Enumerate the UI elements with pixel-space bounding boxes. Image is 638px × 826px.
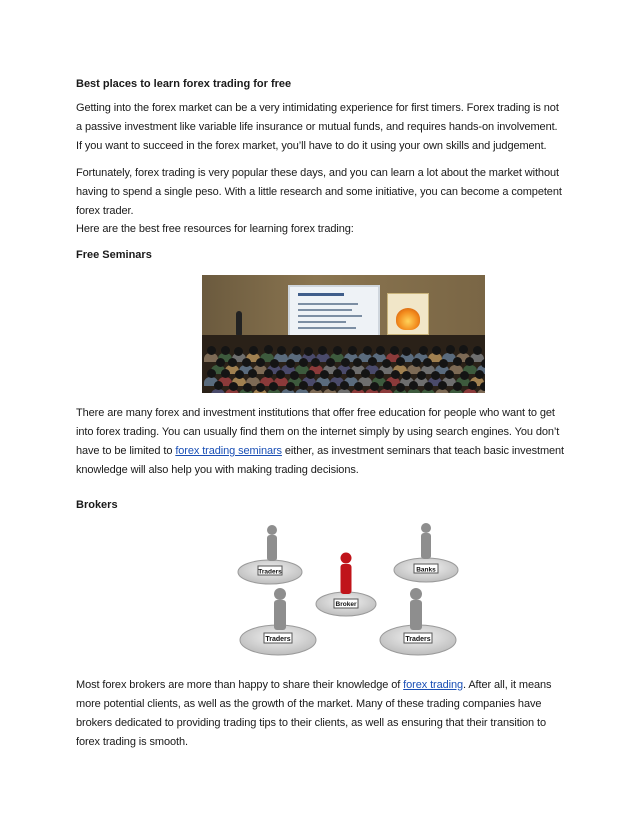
gear-center xyxy=(316,592,376,616)
audience-head xyxy=(326,358,335,367)
forex-trading-seminars-link[interactable]: forex trading seminars xyxy=(175,445,282,457)
label-center: Broker xyxy=(335,601,357,608)
audience-head xyxy=(277,346,286,355)
audience-head xyxy=(439,359,448,368)
audience-head xyxy=(234,347,243,356)
brokers-heading: Brokers xyxy=(76,499,118,511)
audience-head xyxy=(353,358,362,367)
audience-head xyxy=(361,369,370,378)
fire-poster xyxy=(387,293,429,335)
bank-figure-top-right xyxy=(421,523,431,559)
intro-paragraph-3: Here are the best free resources for learning forex trading: xyxy=(76,223,354,235)
audience-head xyxy=(390,346,399,355)
audience-head xyxy=(249,346,258,355)
article-title: Best places to learn forex trading for free xyxy=(76,78,292,90)
seminars-paragraph: There are many forex and investment institutions that offer free education for people who want to get into forex trading. You can usually find them on the internet simply by using search engines. You don’t have to be limited to forex trading seminars either, as investment seminars that teach basic investment knowledge will also help you with making trading decisions. xyxy=(76,407,565,476)
audience-head xyxy=(216,358,225,367)
trader-figure-bottom-left xyxy=(274,588,286,630)
speaker-figure xyxy=(236,311,242,337)
audience-head xyxy=(292,346,301,355)
trader-figure-top-left xyxy=(267,525,277,561)
audience-head xyxy=(412,358,421,367)
audience-head xyxy=(419,346,428,355)
audience-head xyxy=(391,370,400,379)
audience-head xyxy=(370,382,379,391)
audience-head xyxy=(269,382,278,391)
forex-trading-link[interactable]: forex trading xyxy=(403,679,464,691)
label-top-right: Banks xyxy=(416,566,436,574)
brokers-paragraph: Most forex brokers are more than happy to share their knowledge of forex trading. After all, it means more potential clients, as well as the growth of the market. Many of these trading companies have brokers dedicated to providing trading tips to their clients, as well as ensuring that their transition to forex trading is smooth. xyxy=(76,679,552,748)
audience-head xyxy=(424,382,433,391)
intro-paragraph-2: Fortunately, forex trading is very popular these days, and you can learn a lot about the market without having to spend a single peso. With a little research and some initiative, you can become a competent forex trader. xyxy=(76,167,562,217)
gear-top-right xyxy=(394,558,458,582)
brokers-diagram xyxy=(230,520,460,662)
gear-top-left xyxy=(238,560,302,584)
audience-head xyxy=(221,346,230,355)
audience-head xyxy=(313,382,322,391)
seminar-photo xyxy=(202,275,485,393)
trader-figure-bottom-right xyxy=(410,588,422,630)
audience-head xyxy=(363,346,372,355)
audience-head xyxy=(341,358,350,367)
seminars-heading: Free Seminars xyxy=(76,249,152,261)
audience-head xyxy=(438,381,447,390)
audience-head xyxy=(304,347,313,356)
audience-head xyxy=(480,382,485,391)
audience-head xyxy=(376,346,385,355)
audience-head xyxy=(290,371,299,380)
audience-head xyxy=(481,359,485,368)
audience-head xyxy=(286,359,295,368)
audience-head xyxy=(396,383,405,392)
audience-head xyxy=(468,381,477,390)
broker-figure-center xyxy=(341,553,352,595)
audience-head xyxy=(264,369,273,378)
audience-head xyxy=(311,358,320,367)
audience-head xyxy=(306,370,315,379)
audience-head xyxy=(243,383,252,392)
audience-head xyxy=(348,346,357,355)
audience-head xyxy=(432,346,441,355)
intro-paragraph-1: Getting into the forex market can be a very intimidating experience for first timers. Forex trading is not a passive investment like variable life insurance or mutual funds, and requires hands-on involvement. If you want to succeed in the forex market, you’ll have to do it using your own skills and judgement. xyxy=(76,102,559,152)
label-bottom-right: Traders xyxy=(405,636,431,643)
label-top-left: Traders xyxy=(258,568,282,576)
audience-head xyxy=(229,382,238,391)
audience-head xyxy=(333,346,342,355)
label-bottom-left: Traders xyxy=(265,636,291,643)
audience-head xyxy=(235,370,244,379)
audience-head xyxy=(270,359,279,368)
audience-head xyxy=(328,382,337,391)
